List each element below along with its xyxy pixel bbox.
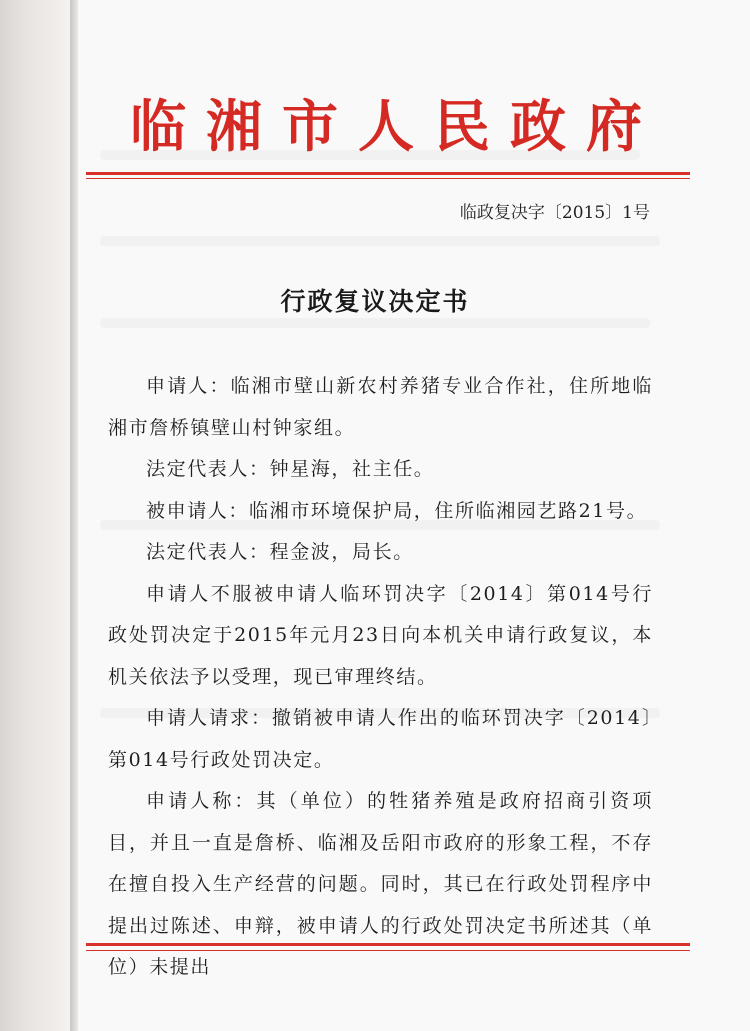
paragraph-request: 申请人请求：撤销被申请人作出的临环罚决字〔2014〕第014号行政处罚决定。 — [108, 707, 653, 771]
paragraph-respondent-representative: 法定代表人：程金波，局长。 — [146, 541, 414, 563]
footer-red-rule-thin — [86, 950, 690, 951]
bleed-through-line — [100, 236, 660, 246]
issuer-header: 临湘市人民政府 — [130, 94, 662, 160]
header-red-rule-thin — [86, 178, 690, 179]
footer-red-rule — [86, 943, 690, 946]
paragraph-applicant-representative: 法定代表人：钟星海，社主任。 — [146, 458, 435, 480]
document-body — [108, 366, 653, 989]
paragraph-applicant-claim: 申请人称：其（单位）的牲猪养殖是政府招商引资项目，并且一直是詹桥、临湘及岳阳市政府的形象工程，不存在擅自投入生产经营的问题。同时，其已在行政处罚程序中提出过陈述、申辩，被申请人的行政处罚决定书所述其（单位）未提出 — [108, 790, 653, 978]
document-number: 临政复决字〔2015〕1号 — [459, 203, 650, 223]
paragraph-respondent: 被申请人：临湘市环境保护局，住所临湘园艺路21号。 — [146, 499, 648, 522]
bleed-through-line — [100, 318, 650, 328]
header-red-rule — [86, 172, 690, 175]
paragraph-case-intro: 申请人不服被申请人临环罚决字〔2014〕第014号行政处罚决定于2015年元月23日向本机关申请行政复议，本机关依法予以受理，现已审理终结。 — [108, 582, 653, 688]
paragraph-applicant: 申请人：临湘市壁山新农村养猪专业合作社，住所地临湘市詹桥镇壁山村钟家组。 — [108, 375, 653, 439]
document-title: 行政复议决定书 — [280, 287, 470, 316]
binding-gutter — [0, 0, 72, 1031]
